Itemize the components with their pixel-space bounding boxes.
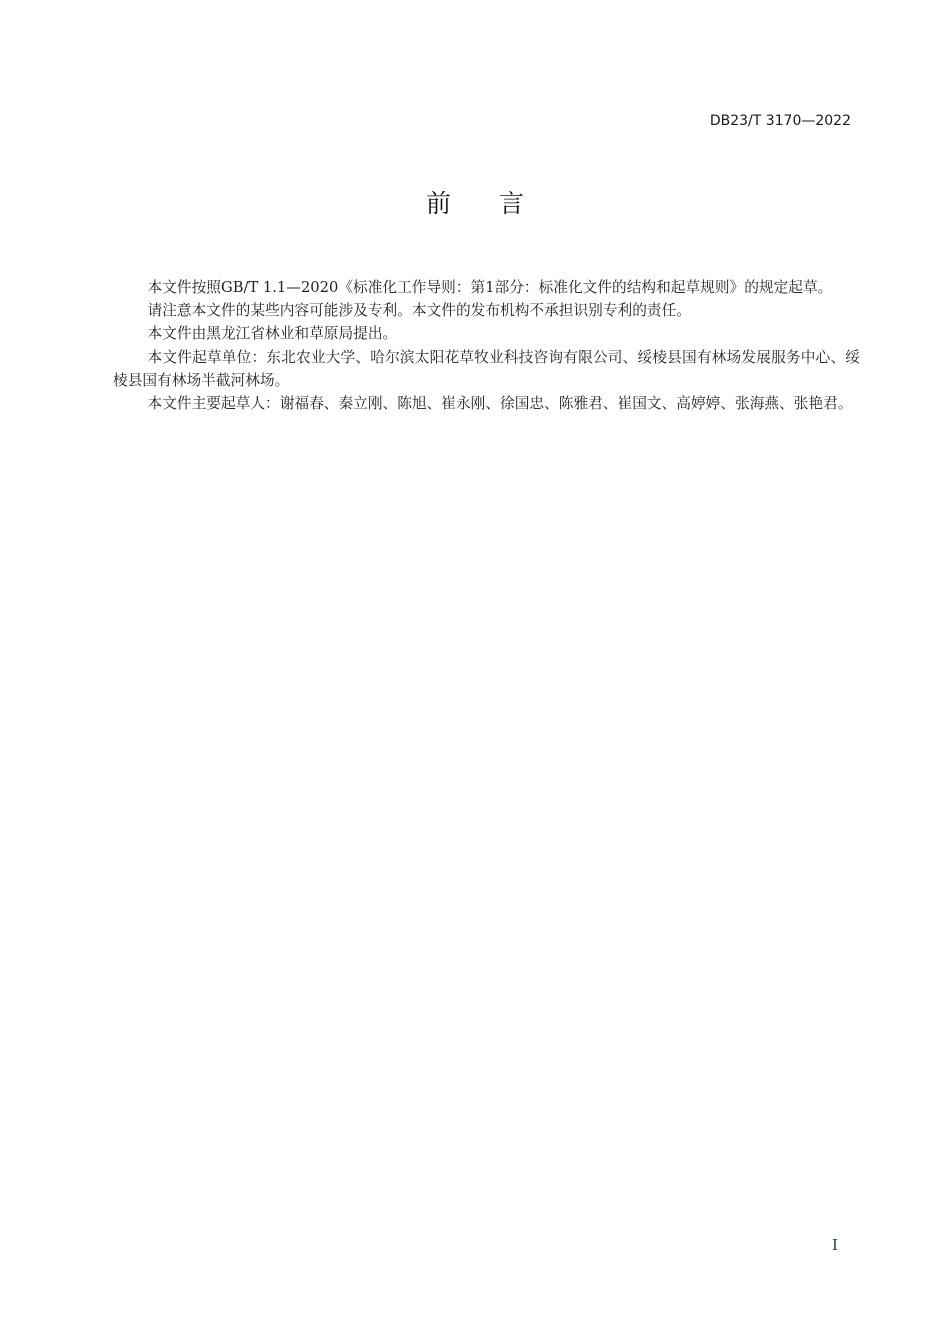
paragraph-drafting-units: 本文件起草单位：东北农业大学、哈尔滨太阳花草牧业科技咨询有限公司、绥棱县国有林场发展服务中心、绥棱县国有林场半截河林场。 [113,348,860,389]
document-code: DB23/T 3170—2022 [709,113,851,129]
page-number: I [832,1236,838,1254]
paragraph-proposer: 本文件由黑龙江省林业和草原局提出。 [147,325,398,343]
page-title [0,184,950,220]
title-char-1: 前 [425,189,451,218]
foreword-body [113,276,860,415]
title-char-2: 言 [499,189,525,218]
paragraph-drafting-rules: 本文件按照GB/T 1.1—2020《标准化工作导则：第1部分：标准化文件的结构和起草规则》的规定起草。 [147,279,833,296]
paragraph-drafters: 本文件主要起草人：谢福春、秦立刚、陈旭、崔永刚、徐国忠、陈雅君、崔国文、高婷婷、张海燕、张艳君。 [147,395,853,413]
paragraph-patent-notice: 请注意本文件的某些内容可能涉及专利。本文件的发布机构不承担识别专利的责任。 [147,302,691,320]
